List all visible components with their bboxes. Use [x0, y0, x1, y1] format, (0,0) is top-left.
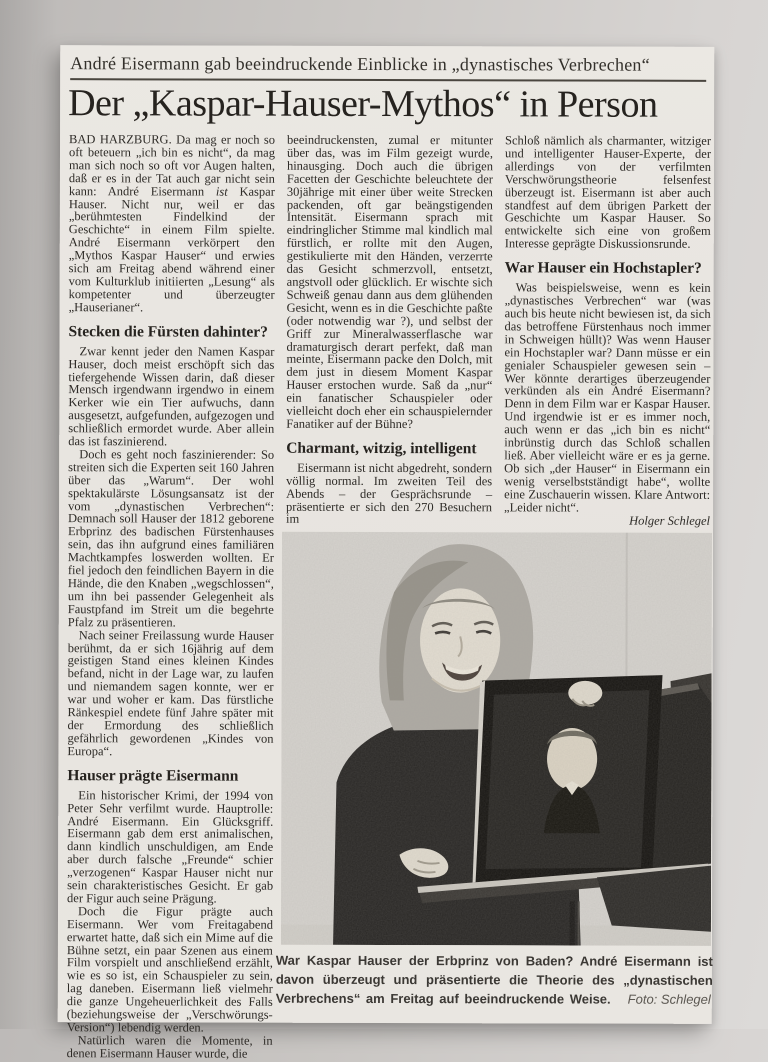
column-1 [67, 133, 275, 1060]
newspaper-clipping [58, 45, 715, 1061]
section-heading-fuersten: Stecken die Fürsten dahinter? [68, 322, 268, 341]
paragraph: Nach seiner Freilassung wurde Hauser berühmt, da er sich 16jährig auf dem geistigen Stand eines kleinen Kindes befand, nicht in der Lage war, zu laufen und niemandem sagen konnte, wer er war und woher er kam. Das fürstliche Ränkespiel endete fünf Jahre später mit der Ermordung des schließlich gefährlich gewordenen „Kindes von Europa“. [67, 627, 274, 759]
paragraph: Ein historischer Krimi, der 1994 von Peter Sehr verfilmt wurde. Hauptrolle: André Eisermann. Ein Glücksgriff. Eisermann gab dem erst animalischen, dann kindlich unschuldigen, am Ende aber durch falsche „Freunde“ schier „verzogenen“ Kaspar Hauser nicht nur sein charakteristisches Gesicht. Er gab der Figur auch seine Prägung. [67, 787, 274, 906]
kicker-line: André Eisermann gab beeindruckende Einblicke in „dynastisches Verbrechen“ [70, 53, 706, 82]
photo-grain-overlay [281, 532, 712, 946]
section-heading-praegte: Hauser prägte Eisermann [67, 766, 239, 785]
lead-text-b: Kaspar Hauser. Nicht nur, weil er das „berühmtesten Findelkind der Geschichte“ in einem Film spielte. André Eisermann verkörpert den „Mythos Kaspar Hauser“ und erwies sich am Freitag abend während einer vom Kulturklub initiierten „Lesung“ als kompetenter und überzeugter „Hauserianer“. [68, 184, 275, 315]
paragraph: beeindruckensten, zumal er mitunter über das, was im Film gezeigt wurde, hinausging. Doch auch die übrigen Facetten der Geschichte beleuchtete der 30jährige mit einer über weite Strecken packenden, oft gar beängstigenden Intensität. Eisermann sprach mit eindringlicher Stimme mal kindlich mal fürstlich, er rollte mit den Augen, gestikulierte mit den Händen, verzerrte das Gesicht schmerzvoll, entsetzt, angstvoll oder glücklich. Er wischte sich Schweiß genau dann aus dem glühenden Gesicht, wenn es in die Geschichte paßte (oder notwendig war ?), und selbst der Griff zur Mineralwasserflasche war dramaturgisch derart perfekt, daß man meinte, Eisermann packe den Dolch, mit dem just in diesem Moment Kaspar Hauser erstochen wurde. Saß da „nur“ ein fanatischer Schauspieler oder vielleicht doch eher ein schauspielernder Fanatiker auf der Bühne? [286, 132, 494, 432]
lead-text-a: BAD HARZBURG. Da mag er noch so oft beteuern „ich bin es nicht“, da mag man sich noch so oft vor Augen halten, daß er es in der Tat auch gar nicht sein kann: André Eisermann [68, 132, 276, 199]
paragraph: Was beispielsweise, wenn es kein „dynastisches Verbrechen“ war (was auch bis heute nicht bewiesen ist, da sich das betroffene Fürstenhaus noch immer in Schweigen hüllt)? Was wenn Hauser ein Hochstapler war? Dann müsse er ein genialer Schauspieler gewesen sein – Wer könnte derartiges überzeugender verkünden als ein André Eisermann? Denn in dem Film war er Kaspar Hauser. Und irgendwie ist er es immer noch, auch wenn er das „ich bin es nicht“ inbrünstig durch das Schloß schallen ließ. Aber vielleicht wäre er es ja gerne. Ob sich „der Hauser“ in Eisermann ein wenig verselbstständigt habe“, wollte eine Zuschauerin wissen. Klare Antwort: „Leider nicht“. [504, 280, 711, 515]
paragraph: Eisermann ist nicht abgedreht, sondern völlig normal. Im zweiten Teil des Abends – der Gesprächsrunde – präsentierte er sich den 270 Besuchern im [286, 460, 493, 527]
paragraph: Zwar kennt jeder den Namen Kaspar Hauser, doch meist erschöpft sich das tiefergehende Wissen darin, daß dieser Mensch irgendwann irgendwo in einem Kerker wie ein Tier aufwuchs, dann ausgesetzt, aufgefunden, aufgezogen und schließlich ermordet wurde. Aber allein das ist faszinierend. [68, 343, 275, 449]
paragraph: Doch es geht noch faszinierender: So streiten sich die Experten seit 160 Jahren über das „Warum“. Der wohl spektakulärste Lösungsansatz ist der vom „dynastischen Verbrechen“: Demnach soll Hauser der 1812 geborene Erbprinz des badischen Fürstenhauses sein, das ihn aufgrund eines familiären Machtkampfes loswerden wollten. Er fiel jedoch den feindlichen Bayern in die Hände, die den Knaben „wegschlossen“, um ihn bei passender Gelegenheit als Faustpfand im Streit um die begehrte Pfalz zu präsentieren. [67, 447, 275, 630]
section-heading-hochstapler: War Hauser ein Hochstapler? [504, 259, 702, 277]
headline: Der „Kaspar-Hauser-Mythos“ in Person [68, 82, 658, 126]
article-photo-eisermann-with-hauser-portrait [281, 532, 712, 946]
lead-paragraph [69, 133, 275, 314]
paragraph: Natürlich waren die Momente, in denen Eisermann Hauser wurde, die [66, 1033, 273, 1061]
caption-text: War Kaspar Hauser der Erbprinz von Baden? André Eisermann ist davon überzeugt und präsentierte die Theorie des „dynastischen Verbrechens“ am Freitag auf beeindruckende Weise. [275, 952, 713, 1007]
section-heading-charmant: Charmant, witzig, intelligent [286, 439, 477, 458]
author-byline: Holger Schlegel [629, 514, 711, 529]
lead-emphasis: ist [215, 184, 228, 199]
photo-caption [276, 951, 713, 1009]
column-2 [286, 134, 493, 527]
paragraph: Schloß nämlich als charmanter, witziger und intelligenter Hauser-Experte, der allerdings von der verfilmten Verschwörungstheorie felsenfest überzeugt ist. Eisermann ist aber auch standfest auf dem übrigen Parkett der Geschichte um Kaspar Hauser. So entwickelte sich eine von großem Interesse geprägte Diskussionsrunde. [504, 133, 712, 252]
paragraph: Doch die Figur prägte auch Eisermann. Wer vom Freitagabend erwartet hatte, daß sich ein Mime auf die Bühne setzt, ein paar Szenen aus einem Film vorspielt und anschließend erzählt, wie es so ist, ein Schauspieler zu sein, lag daneben. Eisermann ließ vielmehr die ganze Ungeheuerlichkeit des Falls (beziehungsweise der „Verschwörungs-Version“) lebendig werden. [66, 904, 274, 1035]
photo-credit: Foto: Schlegel [627, 991, 711, 1007]
column-3 [504, 134, 711, 528]
photo-illustration [281, 532, 712, 946]
